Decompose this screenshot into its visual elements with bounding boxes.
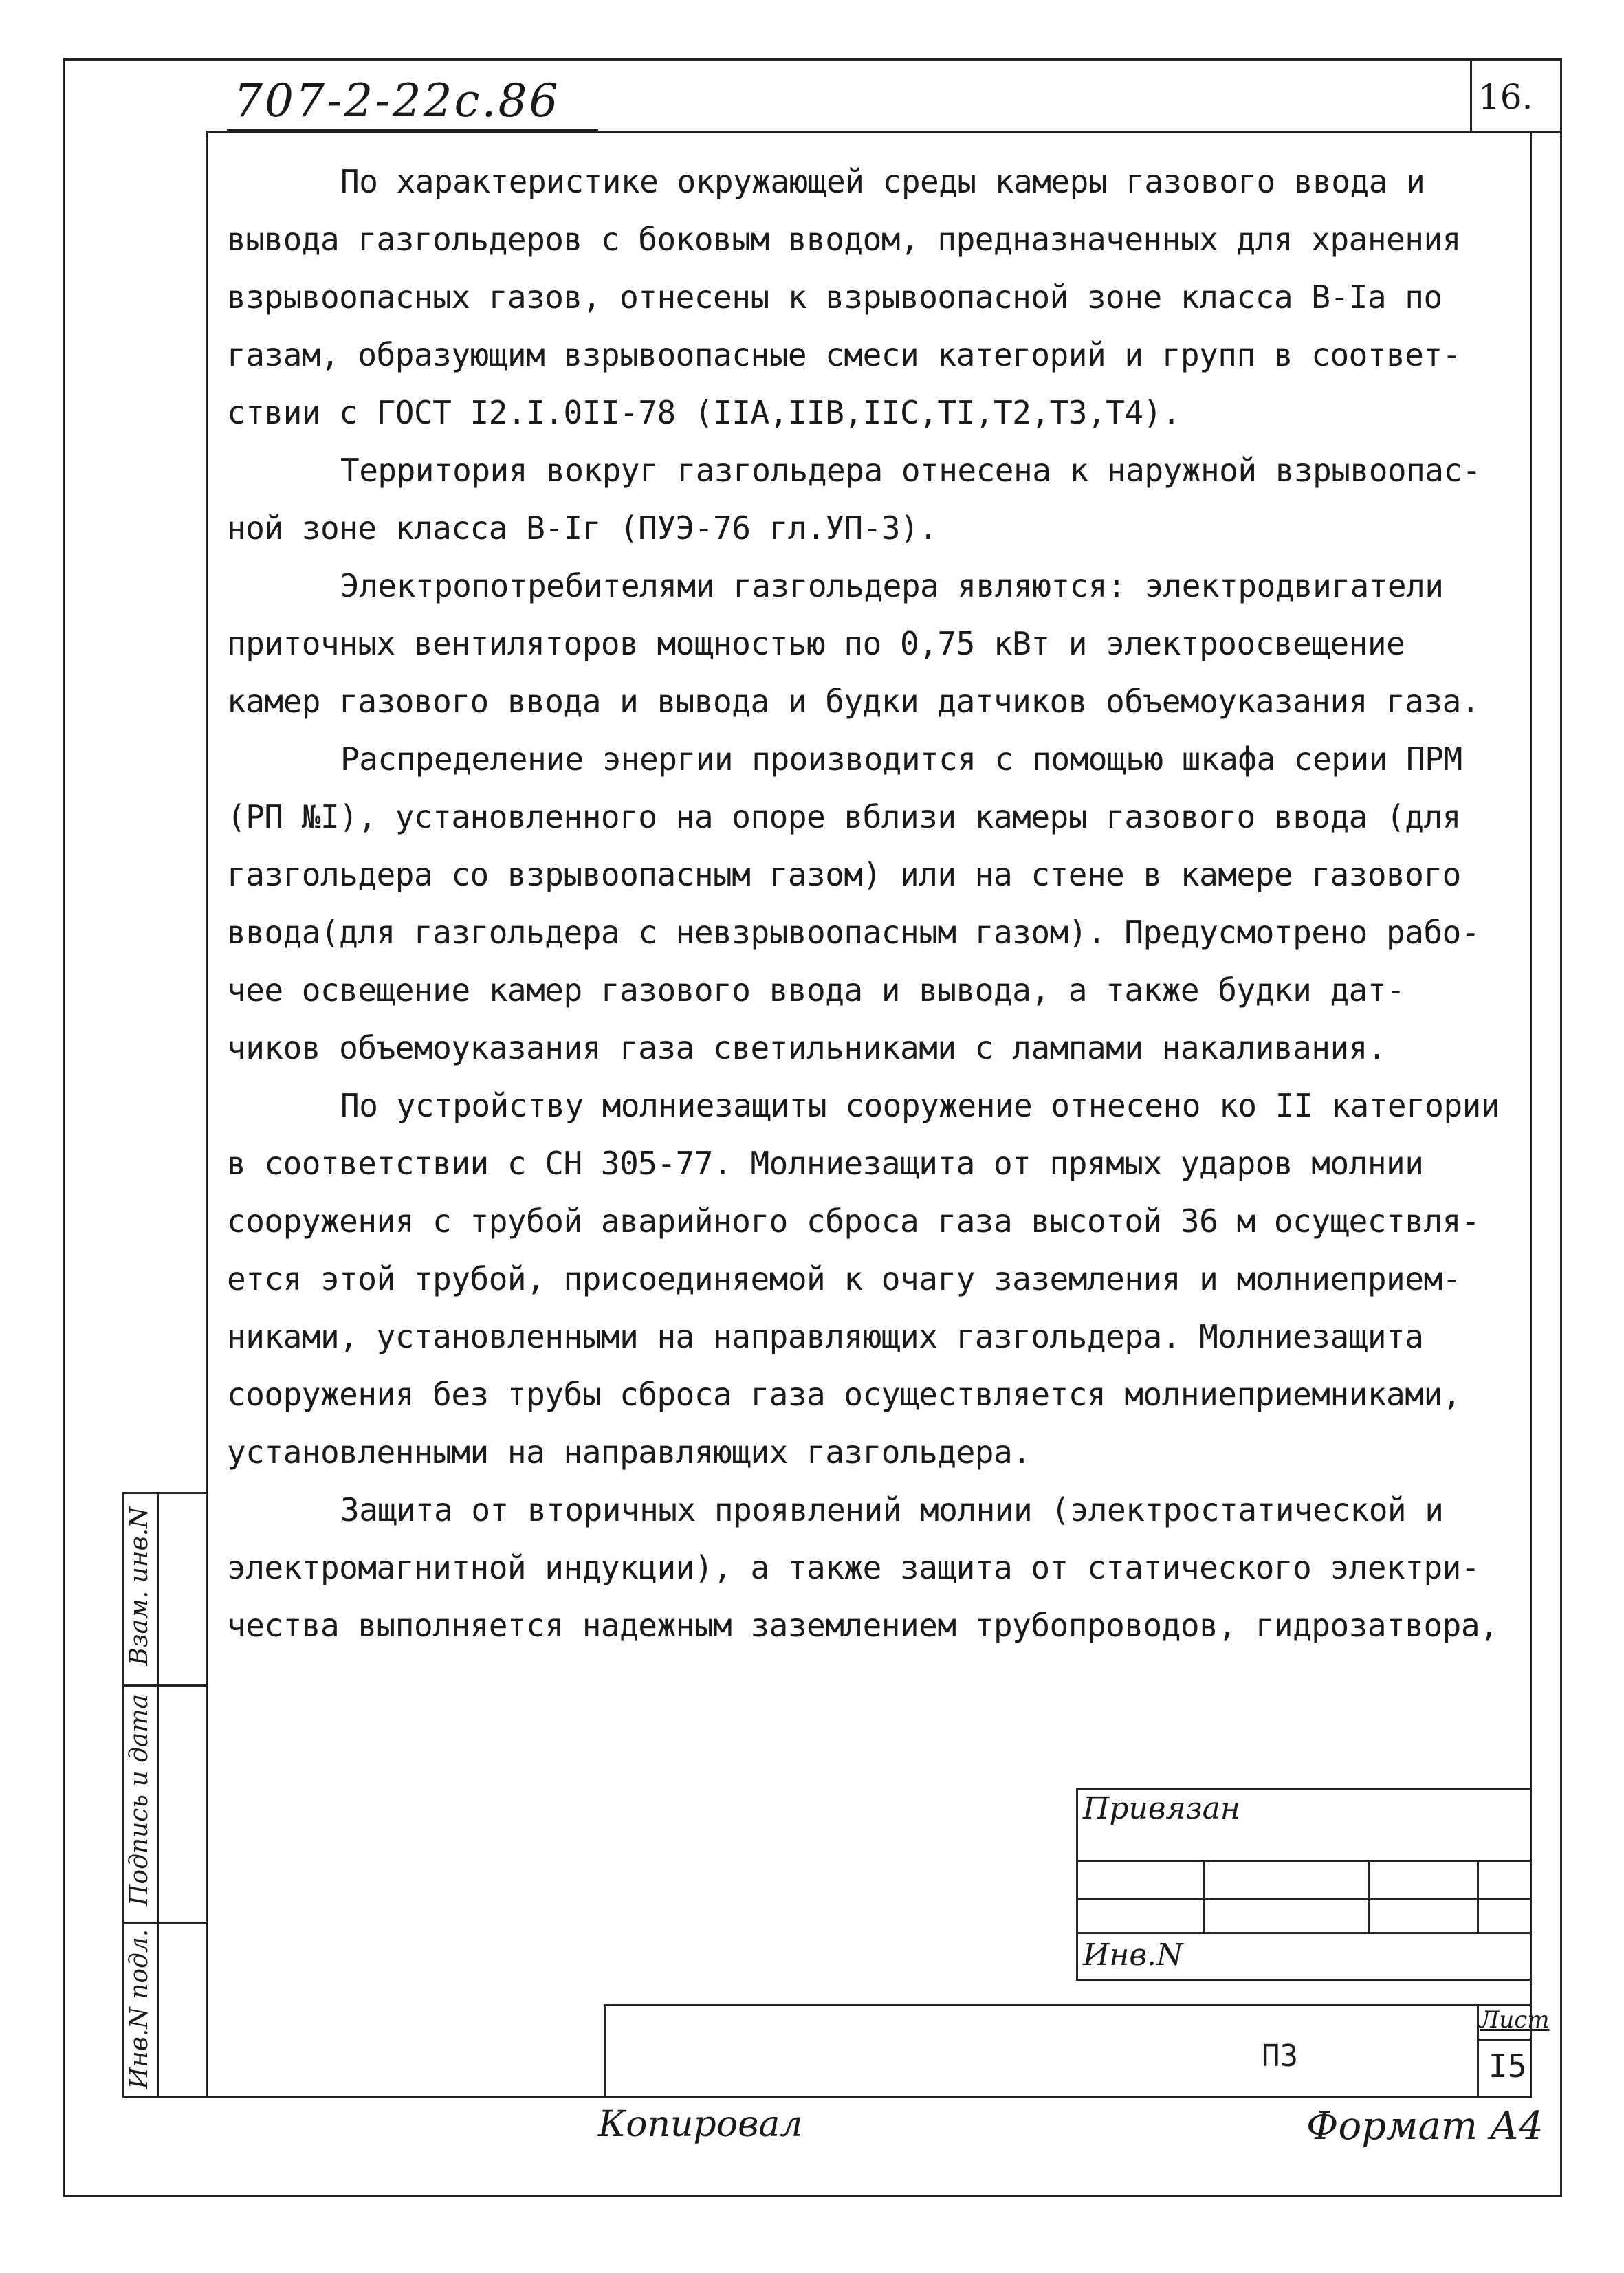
original-inv-label: Инв.N подл. bbox=[125, 1929, 153, 2089]
text-line: чее освещение камер газового ввода и вывода, а также будки дат- bbox=[227, 971, 1405, 1009]
text-line: Распределение энергии производится с помощью шкафа серии ПРМ bbox=[340, 740, 1462, 778]
inner-frame-right bbox=[1530, 131, 1532, 2097]
paragraph-consumers-cont bbox=[227, 615, 1492, 730]
text-line: камер газового ввода и вывода и будки датчиков объемоуказания газа. bbox=[227, 683, 1480, 720]
text-line: газам, образующим взрывоопасные смеси категорий и групп в соответ- bbox=[227, 336, 1461, 373]
signature-date-label: Подпись и дата bbox=[125, 1694, 153, 1906]
inventory-label: Инв.N bbox=[1083, 1937, 1183, 1973]
top-sheet-box-left bbox=[1470, 58, 1472, 133]
text-line: чиков объемоуказания газа светильниками с лампами накаливания. bbox=[227, 1029, 1387, 1066]
text-line: Территория вокруг газгольдера отнесена к наружной взрывоопас- bbox=[340, 452, 1481, 489]
paragraph-lightning-cont bbox=[227, 1134, 1492, 1481]
paragraph-consumers bbox=[227, 557, 1492, 615]
paragraph-territory-cont bbox=[227, 499, 1492, 557]
text-line: ется этой трубой, присоединяемой к очагу заземления и молниеприем- bbox=[227, 1260, 1461, 1297]
text-line: ной зоне класса В-Iг (ПУЭ-76 гл.УП-3). bbox=[227, 509, 938, 547]
inner-frame-bottom bbox=[122, 2096, 1532, 2098]
text-line: Электропотребителями газгольдера являются: электродвигатели bbox=[340, 567, 1444, 604]
top-sheet-number: 16. bbox=[1478, 77, 1533, 117]
text-line: сооружения с трубой аварийного сброса газа высотой 36 м осуществля- bbox=[227, 1203, 1480, 1240]
paragraph-secondary-protection bbox=[227, 1481, 1492, 1539]
paragraph-environment bbox=[227, 153, 1492, 210]
outer-frame-top bbox=[63, 58, 1562, 61]
attached-label: Привязан bbox=[1083, 1791, 1240, 1826]
text-line: в соответствии с СН 305-77. Молниезащита от прямых ударов молнии bbox=[227, 1145, 1424, 1182]
paragraph-distribution-cont bbox=[227, 788, 1492, 1077]
text-line: газгольдера со взрывоопасным газом) или на стене в камере газового bbox=[227, 856, 1461, 893]
text-line: приточных вентиляторов мощностью по 0,75 кВт и электроосвещение bbox=[227, 625, 1405, 662]
text-line: сооружения без трубы сброса газа осуществляется молниеприемниками, bbox=[227, 1376, 1461, 1413]
text-line: ствии с ГОСТ I2.I.0II-78 (IIА,IIВ,IIС,ТI,Т2,Т3,Т4). bbox=[227, 394, 1181, 431]
inner-frame-left bbox=[206, 131, 208, 2097]
document-mark: ПЗ bbox=[1262, 2039, 1298, 2074]
text-line: По характеристике окружающей среды камеры газового ввода и bbox=[340, 163, 1425, 200]
document-code: 707-2-22с.86 bbox=[234, 74, 560, 127]
text-line: (РП №I), установленного на опоре вблизи камеры газового ввода (для bbox=[227, 798, 1461, 835]
paragraph-lightning bbox=[227, 1077, 1500, 1134]
outer-frame-left bbox=[63, 58, 65, 2197]
text-line: По устройству молниезащиты сооружение отнесено ко II категории bbox=[340, 1087, 1500, 1124]
text-line: электромагнитной индукции), а также защита от статического электри- bbox=[227, 1549, 1480, 1586]
paragraph-secondary-protection-cont bbox=[227, 1539, 1499, 1654]
outer-frame-right bbox=[1560, 58, 1562, 2197]
text-line: взрывоопасных газов, отнесены к взрывоопасной зоне класса В-Iа по bbox=[227, 278, 1442, 316]
text-line: ввода(для газгольдера с невзрывоопасным газом). Предусмотрено рабо- bbox=[227, 914, 1480, 951]
text-line: чества выполняется надежным заземлением трубопроводов, гидрозатвора, bbox=[227, 1607, 1499, 1644]
text-line: установленными на направляющих газгольдера. bbox=[227, 1434, 1031, 1471]
replaced-inv-label: Взам. инв.N bbox=[125, 1506, 153, 1666]
sheet-number: I5 bbox=[1489, 2047, 1527, 2085]
text-line: вывода газгольдеров с боковым вводом, предназначенных для хранения bbox=[227, 221, 1461, 258]
paragraph-territory bbox=[227, 441, 1492, 499]
text-line: никами, установленными на направляющих газгольдера. Молниезащита bbox=[227, 1318, 1424, 1355]
text-line: Защита от вторичных проявлений молнии (электростатической и bbox=[340, 1491, 1444, 1528]
document-code-underline bbox=[227, 129, 598, 131]
sheet-label: Лист bbox=[1480, 2006, 1550, 2034]
explanatory-note-text bbox=[227, 153, 1500, 1654]
outer-frame-bottom bbox=[63, 2195, 1562, 2197]
paragraph-environment-cont bbox=[227, 210, 1492, 441]
paragraph-distribution bbox=[227, 730, 1492, 788]
copied-label: Копировал bbox=[598, 2104, 803, 2145]
format-label: Формат А4 bbox=[1306, 2104, 1544, 2149]
